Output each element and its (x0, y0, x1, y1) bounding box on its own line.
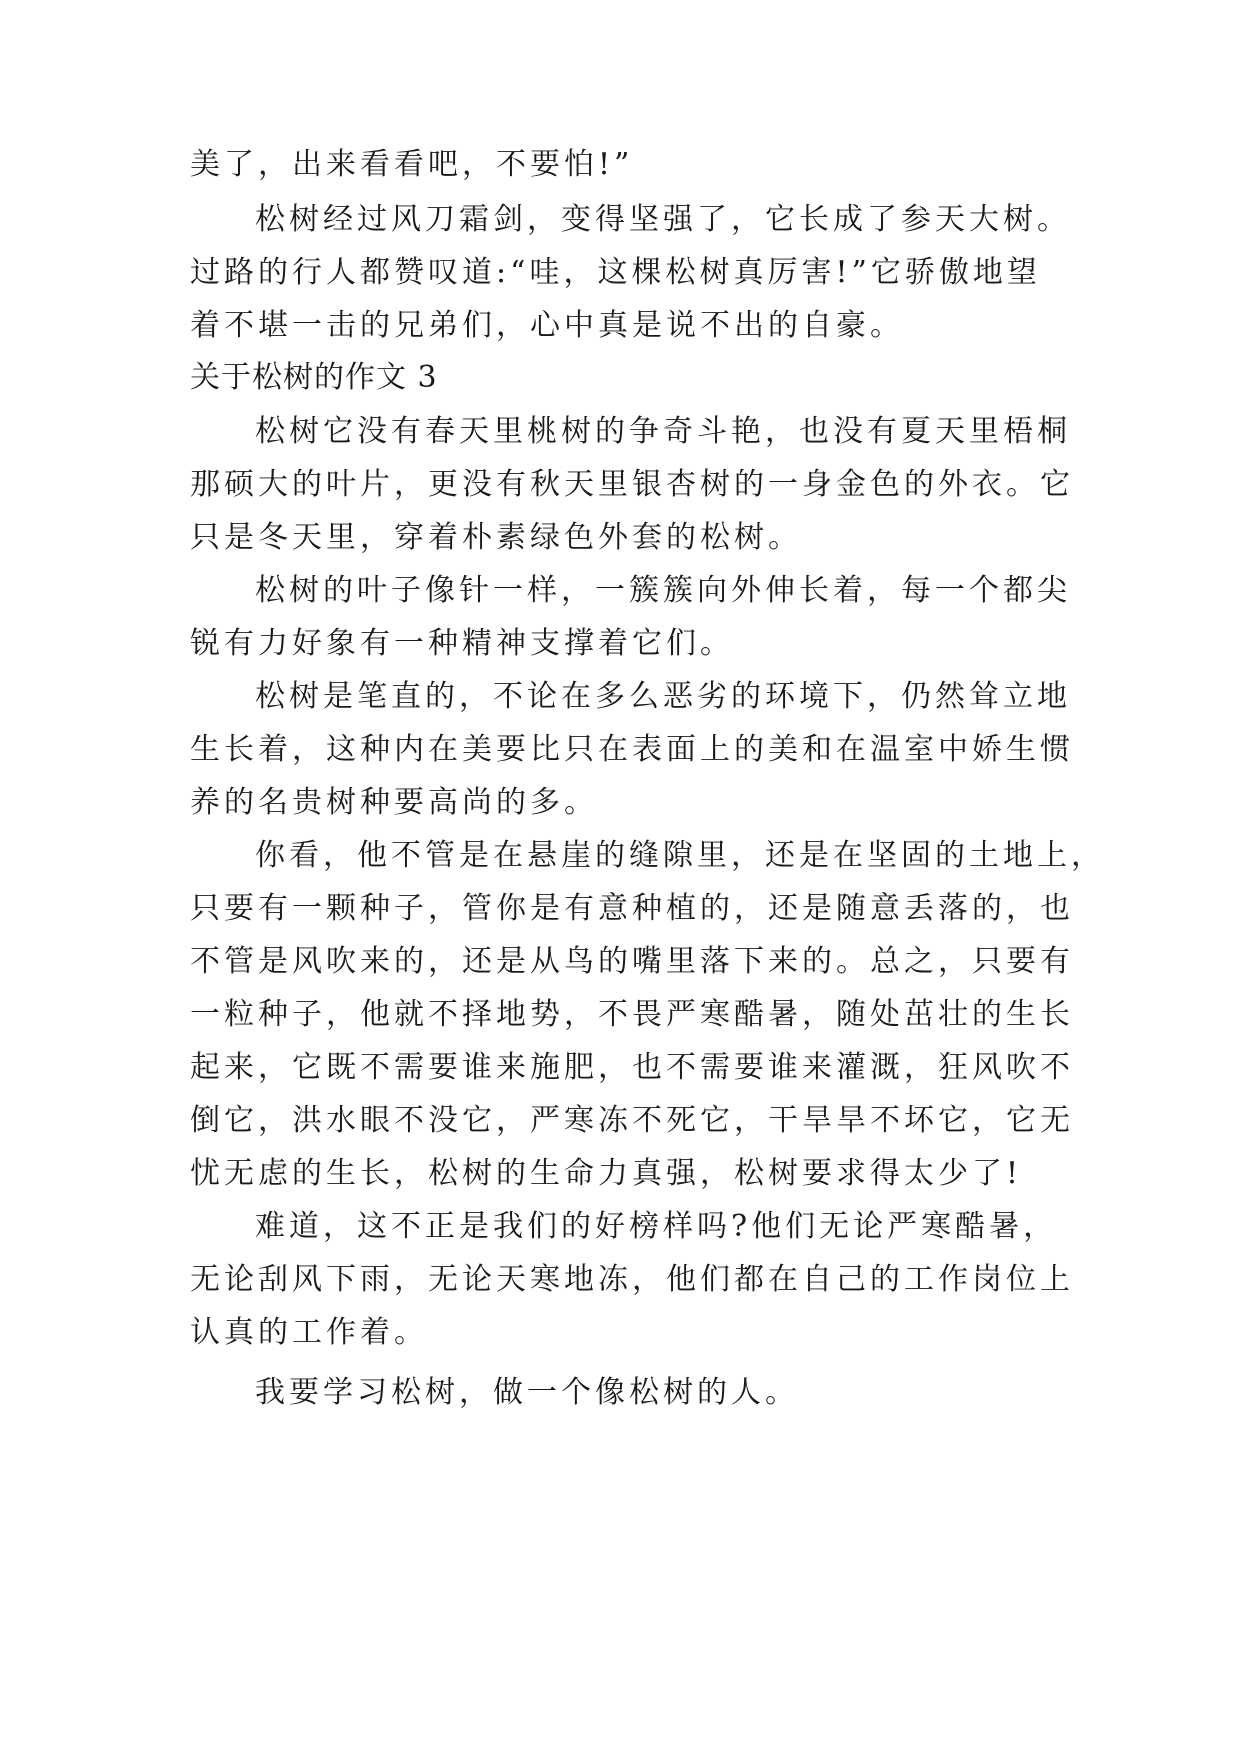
text-line: 只要有一颗种子，管你是有意种植的，还是随意丢落的，也 (190, 891, 1074, 926)
text-line: 无论刮风下雨，无论天寒地冻，他们都在自己的工作岗位上 (190, 1262, 1074, 1297)
text-line: 那硕大的叶片，更没有秋天里银杏树的一身金色的外衣。它 (190, 467, 1074, 502)
text-line: 着不堪一击的兄弟们，心中真是说不出的自豪。 (190, 308, 904, 343)
text-line: 锐有力好象有一种精神支撑着它们。 (190, 626, 734, 661)
text-line: 一粒种子，他就不择地势，不畏严寒酷暑，随处茁壮的生长 (190, 997, 1074, 1032)
text-line: 养的名贵树种要高尚的多。 (190, 785, 598, 820)
paragraph-first-line: 松树的叶子像针一样，一簇簇向外伸长着，每一个都尖 (255, 573, 1071, 608)
paragraph-first-line: 松树经过风刀霜剑，变得坚强了，它长成了参天大树。 (255, 202, 1071, 237)
text-line: 生长着，这种内在美要比只在表面上的美和在温室中娇生惯 (190, 732, 1074, 767)
paragraph-first-line: 你看，他不管是在悬崖的缝隙里，还是在坚固的土地上， (255, 838, 1105, 873)
text-line: 只是冬天里，穿着朴素绿色外套的松树。 (190, 520, 802, 555)
text-line: 过路的行人都赞叹道:“哇，这棵松树真厉害!”它骄傲地望 (190, 255, 1041, 290)
paragraph-first-line: 松树是笔直的，不论在多么恶劣的环境下，仍然耸立地 (255, 679, 1071, 714)
text-line: 认真的工作着。 (190, 1315, 428, 1350)
text-line: 起来，它既不需要谁来施肥，也不需要谁来灌溉，狂风吹不 (190, 1050, 1074, 1085)
text-line: 倒它，洪水眼不没它，严寒冻不死它，干旱旱不坏它，它无 (190, 1103, 1074, 1138)
text-line: 不管是风吹来的，还是从鸟的嘴里落下来的。总之，只要有 (190, 944, 1074, 979)
paragraph-first-line: 我要学习松树，做一个像松树的人。 (255, 1375, 799, 1410)
text-line: 美了，出来看看吧，不要怕!” (190, 147, 634, 182)
section-heading: 关于松树的作文 3 (190, 360, 438, 395)
paragraph-first-line: 松树它没有春天里桃树的争奇斗艳，也没有夏天里梧桐 (255, 414, 1071, 449)
paragraph-first-line: 难道，这不正是我们的好榜样吗?他们无论严寒酷暑， (255, 1209, 1058, 1244)
text-line: 忧无虑的生长，松树的生命力真强，松树要求得太少了! (190, 1156, 1023, 1191)
